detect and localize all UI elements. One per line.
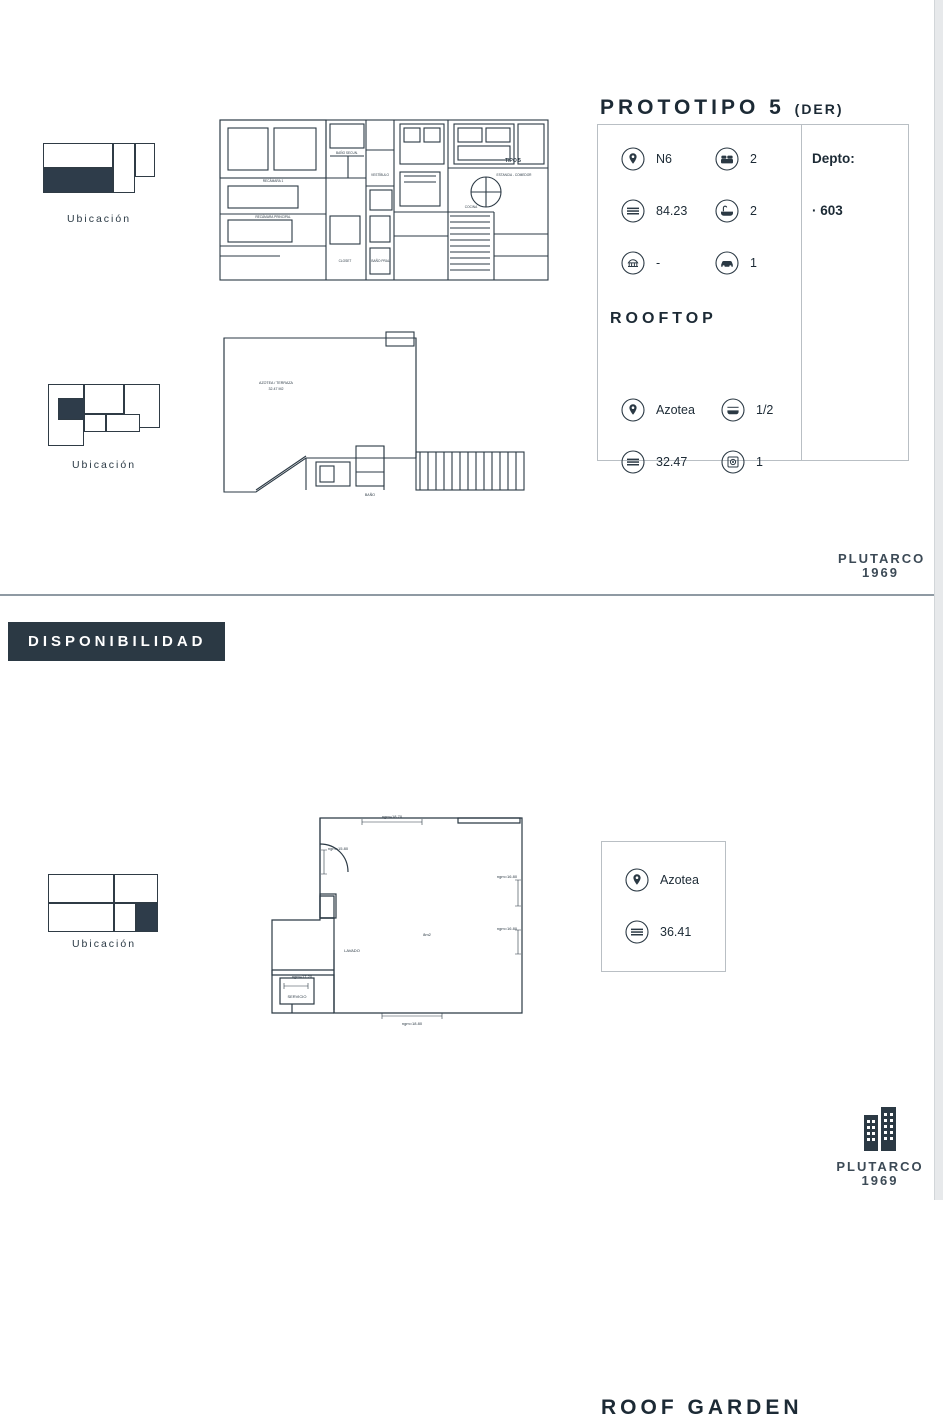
spec-value: -	[656, 256, 661, 270]
spec-cell-bathrooms	[698, 198, 792, 224]
plan-label: SERVICIO	[287, 994, 307, 999]
plan-label: BAÑO	[364, 493, 376, 497]
spec-box	[597, 124, 909, 469]
spec-cell-location	[598, 146, 698, 172]
location-label-lower: Ubicación	[71, 459, 137, 471]
plan-label: COCINA	[464, 205, 478, 209]
plan-label: 8m2	[423, 932, 431, 937]
floorplan-rooftop	[216, 326, 536, 496]
spec-value: 84.23	[656, 204, 688, 218]
spec-cell-location	[602, 867, 702, 893]
location-thumbnail-upper	[43, 143, 155, 193]
plan-label: RECÁMARA 1	[262, 179, 284, 183]
spec-value: Azotea	[660, 873, 699, 887]
spec-value: 1	[756, 455, 763, 469]
plan-dimension: ngm=18.70	[381, 814, 403, 819]
spec-cell-half-bath	[698, 397, 792, 423]
brand-logo-bottom	[836, 1160, 924, 1188]
bathtub-icon	[714, 198, 740, 224]
spec-value: 1	[750, 256, 757, 270]
spec-value: 2	[750, 204, 757, 218]
rooftop-title-text: ROOFTOP	[610, 310, 717, 327]
plan-label: AZOTEA / TERRAZA	[259, 381, 293, 385]
loc-cell	[84, 384, 124, 414]
location-label-roof: Ubicación	[71, 938, 137, 950]
brand-line-2: 1969	[862, 564, 899, 580]
loc-cell-highlight	[136, 903, 158, 932]
grill-icon	[720, 449, 746, 475]
spec-row	[602, 906, 725, 958]
brand-line-2: 1969	[861, 1172, 899, 1188]
roof-garden-spec-box	[601, 841, 726, 972]
spec-row	[598, 237, 908, 289]
spec-row	[598, 436, 908, 488]
page-title-suffix: (DER)	[794, 101, 844, 117]
plan-dimension: ngm=15.80	[327, 846, 349, 851]
location-label-upper: Ubicación	[66, 213, 132, 225]
brand-line-1: PLUTARCO	[836, 1159, 924, 1174]
area-icon	[620, 198, 646, 224]
depto-label-wrap	[792, 150, 902, 168]
location-pin-icon	[620, 146, 646, 172]
plan-label: RECÁMARA PRINCIPAL	[255, 215, 291, 219]
roof-garden-sheet	[0, 598, 943, 1419]
loc-cell	[114, 903, 136, 932]
plan-type-label: TIPO 5	[505, 158, 521, 164]
availability-badge-label: DISPONIBILIDAD	[28, 633, 207, 650]
brand-logo-top	[838, 551, 926, 580]
depto-label: Depto:	[812, 151, 855, 166]
spec-cell-rooftop-location	[598, 397, 698, 423]
plan-label: ESTANCIA - COMEDOR	[496, 173, 532, 177]
location-pin-icon	[624, 867, 650, 893]
plan-label: CLOSET	[338, 259, 352, 263]
plan-dimension: ngm=16.80	[496, 926, 518, 931]
spec-cell-grill	[698, 449, 792, 475]
plan-label: BAÑO PRAL.	[371, 259, 391, 263]
loc-cell	[114, 874, 158, 903]
location-thumbnail-roof	[48, 874, 158, 932]
page-title-text: PROTOTIPO 5	[600, 96, 785, 119]
page-title	[600, 96, 844, 120]
floorplan-roof-garden	[262, 810, 542, 1035]
loc-cell	[48, 874, 114, 903]
plan-dimension: ngm=17.20	[291, 974, 313, 979]
spec-row	[598, 133, 908, 185]
loc-cell	[84, 414, 106, 432]
availability-badge	[8, 622, 225, 661]
loc-cell	[113, 143, 135, 193]
prototipo-5-sheet	[0, 0, 943, 596]
area-icon	[624, 919, 650, 945]
loc-cell-highlight	[43, 168, 113, 193]
loc-cell	[48, 903, 114, 932]
loc-cell	[135, 143, 155, 177]
spec-value: N6	[656, 152, 672, 166]
brand-line-1: PLUTARCO	[838, 551, 926, 566]
spec-row	[602, 854, 725, 906]
terrace-icon	[620, 250, 646, 276]
spec-value: 1/2	[756, 403, 774, 417]
spec-cell-area	[598, 198, 698, 224]
plan-label: 32.47 M2	[268, 387, 284, 391]
spec-value: Azotea	[656, 403, 695, 417]
loc-cell	[106, 414, 140, 432]
bed-icon	[714, 146, 740, 172]
spec-cell-terrace	[598, 250, 698, 276]
location-thumbnail-lower	[48, 384, 160, 446]
spec-cell-parking	[698, 250, 792, 276]
spec-cell-bedrooms	[698, 146, 792, 172]
half-bath-icon	[720, 397, 746, 423]
area-icon	[620, 449, 646, 475]
floorplan-apartment	[218, 116, 550, 284]
spec-row	[598, 384, 908, 436]
location-pin-icon	[620, 397, 646, 423]
roof-garden-title-text: ROOF GARDEN	[601, 1396, 803, 1419]
plan-label: BAÑO SECUN.	[336, 151, 358, 155]
spec-box-divider	[801, 125, 802, 460]
loc-cell	[43, 143, 113, 168]
plan-dimension: ngm=16.80	[496, 874, 518, 879]
depto-value: · 603	[812, 203, 843, 218]
page-scrollbar-rail[interactable]	[934, 0, 943, 1200]
spec-row	[598, 185, 908, 237]
spec-cell-rooftop-area	[598, 449, 698, 475]
plan-dimension: ngm=18.80	[401, 1021, 423, 1026]
spec-value: 36.41	[660, 925, 692, 939]
depto-value-wrap	[792, 202, 902, 220]
car-icon	[714, 250, 740, 276]
roof-garden-title	[601, 1396, 803, 1420]
brand-mark-icon	[862, 1107, 898, 1158]
rooftop-title	[610, 310, 717, 328]
plan-label: LAVADO	[344, 948, 360, 953]
spec-value: 32.47	[656, 455, 688, 469]
spec-cell-area	[602, 919, 702, 945]
spec-value: 2	[750, 152, 757, 166]
plan-label: VESTÍBULO	[371, 173, 389, 177]
